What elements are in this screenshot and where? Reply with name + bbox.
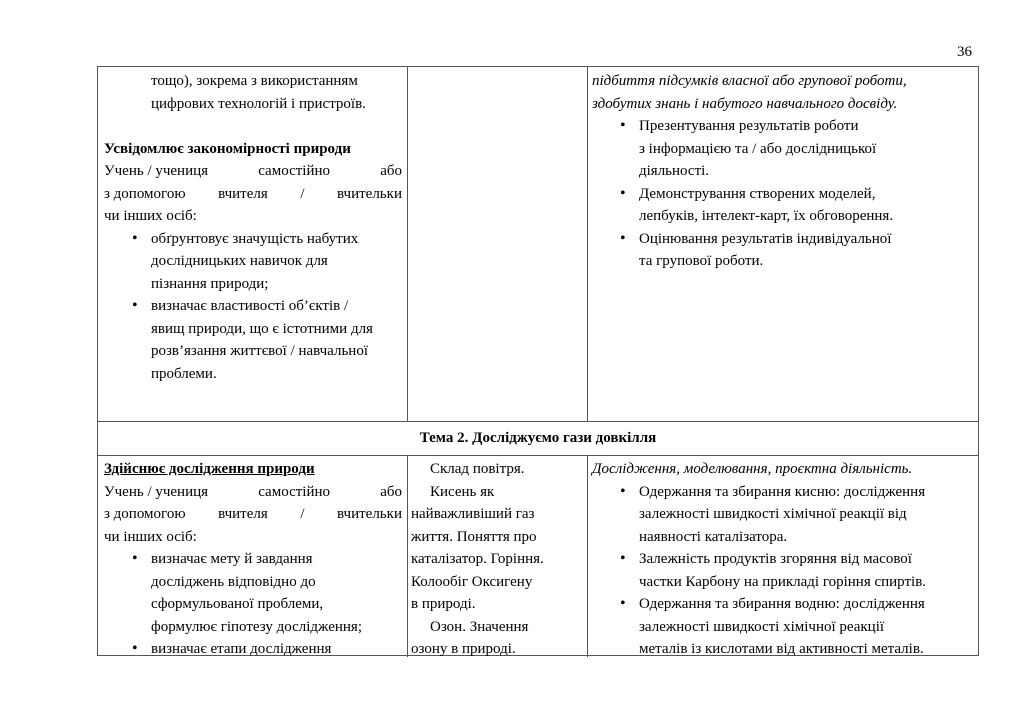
activity-list (592, 481, 976, 661)
spacer (104, 115, 402, 138)
text-line: • Презентування результатів роботи (639, 118, 859, 134)
section-heading: Дослідження, моделювання, проєктна діяльність. (592, 461, 913, 477)
text-line: • визначає етапи дослідження (151, 641, 332, 657)
word: або (380, 163, 402, 179)
text-line: • обґрунтовує значущість набутих (151, 230, 359, 247)
text-line: • визначає мету й завдання (151, 551, 313, 567)
page-number: 36 (957, 44, 972, 60)
topic-title: Тема 2. Досліджуємо гази довкілля (419, 430, 657, 446)
list-item (592, 593, 976, 661)
word: / (300, 506, 305, 522)
text-line: пізнання природи; (151, 275, 269, 292)
row2-activities-cell (592, 458, 976, 661)
column-divider (407, 455, 408, 657)
list-item (104, 228, 402, 296)
text-line: сформульованої проблеми, (151, 596, 324, 612)
text-line: здобутих знань і набутого навчального досвіду. (592, 95, 898, 112)
column-divider (587, 67, 588, 421)
text-line: проблеми. (151, 365, 217, 382)
text-line: життя. Поняття про (411, 528, 537, 545)
list-item (592, 228, 976, 273)
word: Учень / учениця (104, 483, 209, 500)
text-line: досліджень відповідно до (151, 573, 316, 590)
intro-line (104, 160, 402, 183)
text-line: залежності швидкості хімічної реакції від (639, 506, 907, 522)
list-item (592, 183, 976, 228)
text-line: • Залежність продуктів згоряння від масової (639, 551, 912, 567)
text-line: діяльності. (639, 163, 710, 179)
text-line: озону в природі. (411, 641, 516, 657)
text-line: з інформацією та / або дослідницької (639, 140, 877, 157)
text-line: металів із кислотами від активності металів. (639, 641, 924, 657)
intro-line (104, 481, 402, 504)
list-item (592, 481, 976, 549)
intro-line (104, 183, 402, 206)
word: Учень / учениця (104, 163, 209, 179)
intro-line: чи інших осіб: (104, 528, 197, 545)
word: з допомогою (104, 506, 186, 522)
intro-line: чи інших осіб: (104, 208, 197, 224)
list-item (592, 548, 976, 593)
text-line: в природі. (411, 596, 476, 612)
intro-line (104, 503, 402, 526)
text-line: явищ природи, що є істотними для (151, 320, 373, 337)
word: самостійно (258, 163, 331, 179)
curriculum-table (97, 66, 979, 656)
row1-outcomes-cell (104, 70, 402, 385)
text-line: цифрових технологій і пристроїв. (151, 95, 366, 112)
text-line: та групової роботи. (639, 253, 764, 269)
text-line: Колообіг Оксигену (411, 573, 533, 590)
word: вчителя (218, 506, 268, 522)
row2-outcomes-cell (104, 458, 402, 661)
text-line: • визначає властивості об’єктів / (151, 298, 349, 314)
text-line: наявності каталізатора. (639, 528, 788, 545)
text-line: розв’язання життєвої / навчальної (151, 343, 368, 359)
section-heading: Усвідомлює закономірності природи (104, 140, 351, 157)
outcome-list (104, 228, 402, 386)
word: / (300, 185, 305, 202)
row-divider (98, 455, 978, 456)
row2-content-cell (411, 458, 583, 661)
list-item (104, 295, 402, 385)
text-line: формулює гіпотезу дослідження; (151, 618, 363, 635)
word: самостійно (258, 483, 331, 500)
word: або (380, 483, 402, 500)
text-line: каталізатор. Горіння. (411, 551, 544, 567)
list-item (592, 115, 976, 183)
list-item (104, 638, 402, 661)
activity-list (592, 115, 976, 273)
text-line: Кисень як (430, 483, 495, 500)
text-line: частки Карбону на прикладі горіння спиртів. (639, 573, 927, 590)
text-line: залежності швидкості хімічної реакції (639, 618, 885, 635)
list-item (104, 548, 402, 638)
text-line: Озон. Значення (430, 618, 529, 635)
text-line: тощо), зокрема з використанням (151, 73, 358, 89)
text-line: лепбуків, інтелект-карт, їх обговорення. (639, 208, 894, 224)
column-divider (587, 455, 588, 657)
outcome-list (104, 548, 402, 661)
row1-activities-cell (592, 70, 976, 273)
column-divider (407, 67, 408, 421)
word: вчителя (218, 185, 268, 202)
word: вчительки (337, 185, 402, 202)
text-line: • Одержання та збирання водню: дослідження (639, 596, 925, 612)
text-line: • Демонстрування створених моделей, (639, 185, 876, 202)
text-line: Склад повітря. (430, 461, 525, 477)
text-line: дослідницьких навичок для (151, 253, 328, 269)
word: з допомогою (104, 185, 186, 202)
section-heading: Здійснює дослідження природи (104, 461, 315, 477)
text-line: підбиття підсумків власної або групової роботи, (592, 73, 907, 89)
word: вчительки (337, 506, 402, 522)
text-line: • Одержання та збирання кисню: дослідження (639, 483, 926, 500)
text-line: • Оцінювання результатів індивідуальної (639, 230, 892, 247)
text-line: найважливіший газ (411, 506, 535, 522)
